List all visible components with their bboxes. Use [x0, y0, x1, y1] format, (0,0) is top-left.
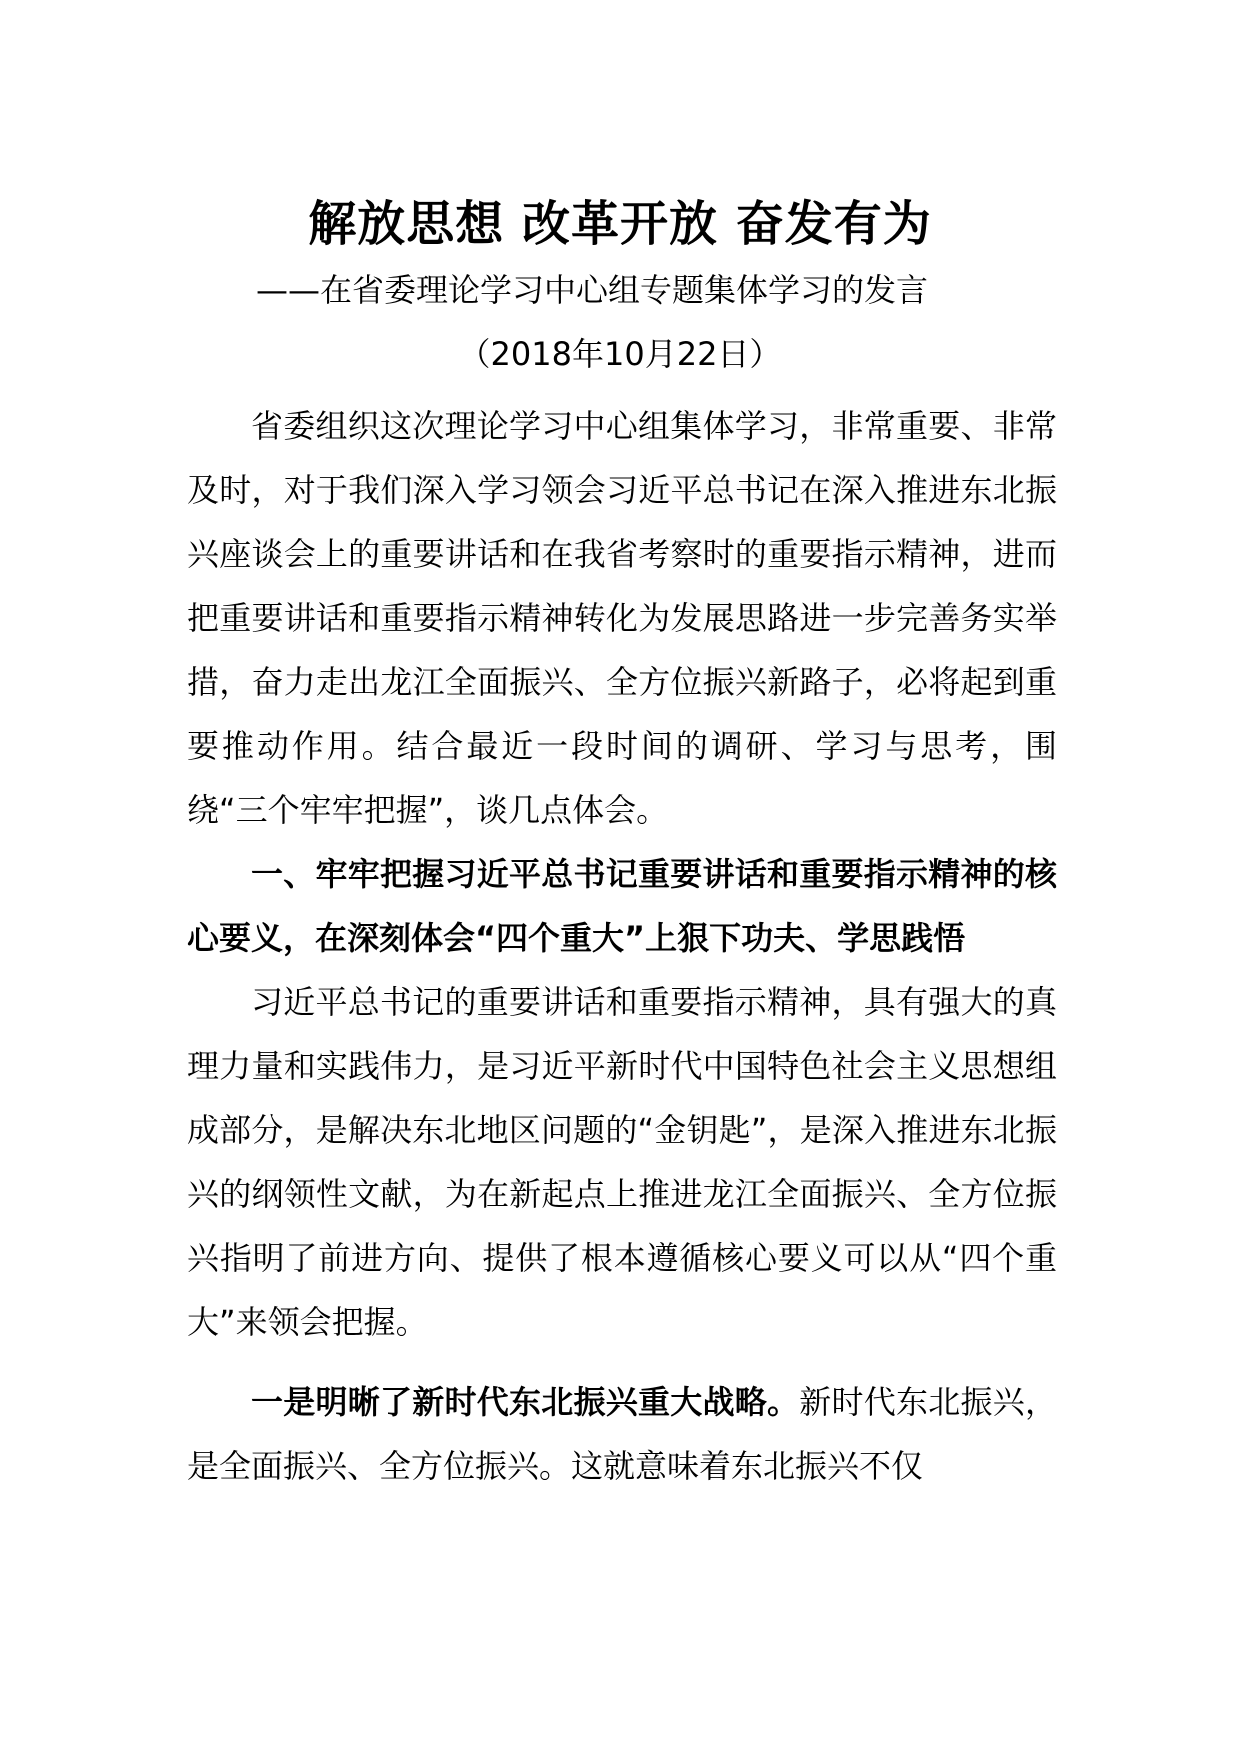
point-lead: 一是明晰了新时代东北振兴重大战略。	[251, 1383, 800, 1421]
document-date: （2018年10月22日）	[458, 335, 782, 373]
point-text: 新时代东北振兴，是全面振兴、全方位振兴。这就意味着东北振兴不仅	[187, 1383, 1057, 1485]
point-paragraph-1	[187, 1370, 1057, 1498]
intro-paragraph: 省委组织这次理论学习中心组集体学习，非常重要、非常及时，对于我们深入学习领会习近平总书记在深入推进东北振兴座谈会上的重要讲话和在我省考察时的重要指示精神，进而把重要讲话和重要指示精神转化为发展思路进一步完善务实举措，奋力走出龙江全面振兴、全方位振兴新路子，必将起到重要推动作用。结合最近一段时间的调研、学习与思考，围绕“三个牢牢把握”，谈几点体会。	[187, 407, 1057, 829]
document-subtitle: ——在省委理论学习中心组专题集体学习的发言	[256, 271, 929, 309]
section-heading-1: 一、牢牢把握习近平总书记重要讲话和重要指示精神的核心要义，在深刻体会“四个重大”上狠下功夫、学思践悟	[187, 855, 1057, 957]
section-paragraph-1: 习近平总书记的重要讲话和重要指示精神，具有强大的真理力量和实践伟力，是习近平新时代中国特色社会主义思想组成部分，是解决东北地区问题的“金钥匙”，是深入推进东北振兴的纲领性文献，为在新起点上推进龙江全面振兴、全方位振兴指明了前进方向、提供了根本遵循核心要义可以从“四个重大”来领会把握。	[187, 983, 1057, 1341]
document-title: 解放思想 改革开放 奋发有为	[308, 196, 932, 252]
document-body	[187, 394, 1057, 1498]
